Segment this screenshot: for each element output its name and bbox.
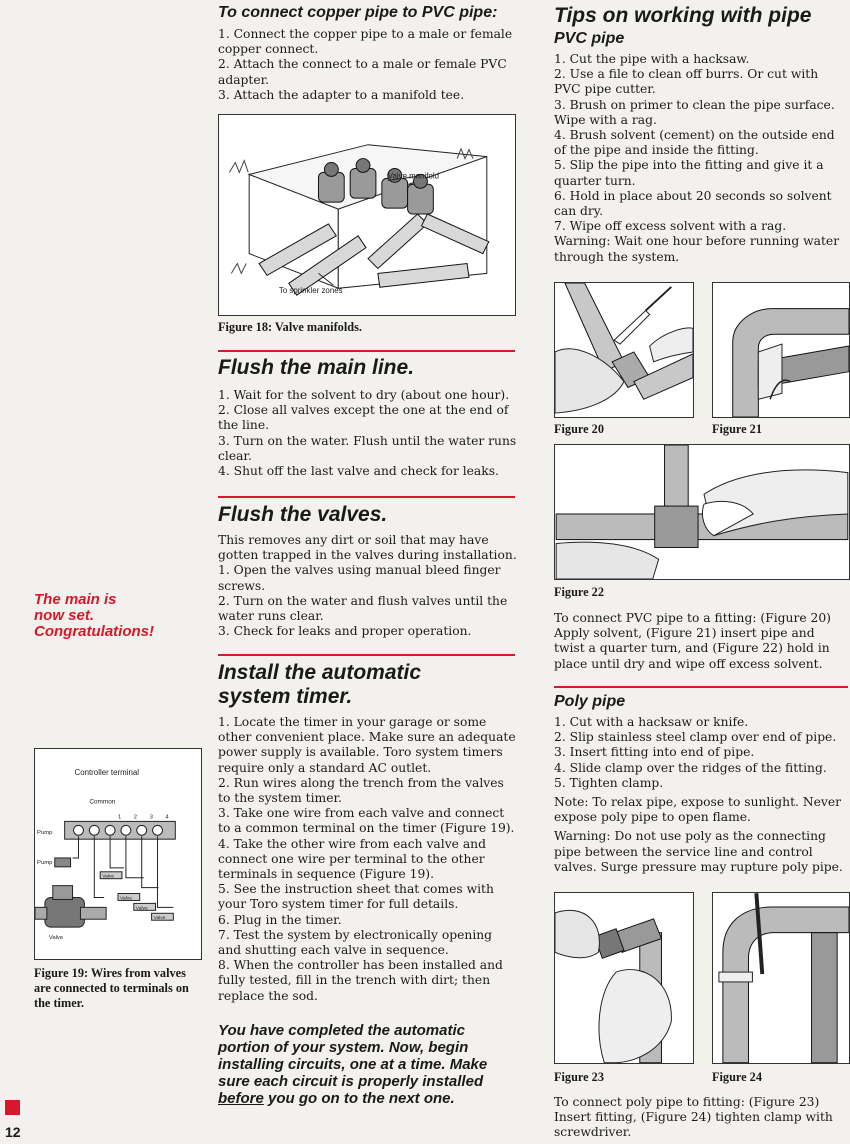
pvc-step: 5. Slip the pipe into the fitting and give it a quarter turn. bbox=[554, 158, 824, 188]
fig19-common-label: Common bbox=[89, 798, 116, 806]
pvc-step: 1. Cut the pipe with a hacksaw. bbox=[554, 52, 750, 66]
figure-23-caption: Figure 23 bbox=[554, 1070, 604, 1084]
pvc-step: 7. Wipe off excess solvent with a rag. bbox=[554, 219, 787, 234]
flush-valves-step: 2. Turn on the water and flush valves until the water runs clear. bbox=[218, 593, 508, 624]
pvc-connect-note: To connect PVC pipe to a fitting: (Figure 20) Apply solvent, (Figure 21) insert pipe and twist a quarter turn, and (Figure 22) hold in place until dry and wipe off excess solvent. bbox=[554, 611, 831, 671]
figure-19-wiring bbox=[34, 748, 202, 960]
page-marker bbox=[5, 1100, 20, 1115]
timer-step: 8. When the controller has been installed and fully tested, fill in the trench with dirt; then replace the sod. bbox=[218, 958, 503, 1003]
flush-valves-step: 3. Check for leaks and proper operation. bbox=[218, 624, 472, 639]
poly-connect-note: To connect poly pipe to fitting: (Figure 23) Insert fitting, (Figure 24) tighten clamp with screwdriver. bbox=[554, 1095, 833, 1140]
closing-message bbox=[218, 1022, 508, 1107]
flush-main-step: 2. Close all valves except the one at the end of the line. bbox=[218, 403, 509, 433]
pvc-step: 6. Hold in place about 20 seconds so solvent can dry. bbox=[554, 188, 832, 219]
fig19-number: 2 bbox=[133, 814, 138, 821]
sidenote bbox=[34, 592, 204, 640]
flush-valves-steps bbox=[218, 533, 518, 639]
fig18-manifold-label: Valve manifold bbox=[387, 171, 440, 181]
figure-23-insert-fitting bbox=[554, 892, 694, 1064]
copper-step: 1. Connect the copper pipe to a male or female copper connect. bbox=[218, 27, 513, 57]
timer-heading-line: Install the automatic bbox=[218, 661, 422, 684]
pvc-heading: PVC pipe bbox=[554, 30, 625, 47]
figure-24-tighten-clamp bbox=[712, 892, 850, 1064]
timer-steps bbox=[218, 715, 518, 1004]
pvc-step: 3. Brush on primer to clean the pipe surface. Wipe with a rag. bbox=[554, 97, 835, 127]
figure-20-caption: Figure 20 bbox=[554, 422, 604, 436]
pvc-step: 4. Brush solvent (cement) on the outside end of the pipe and inside the fitting. bbox=[554, 128, 835, 158]
flush-main-steps bbox=[218, 388, 518, 479]
copper-step: 3. Attach the adapter to a manifold tee. bbox=[218, 87, 465, 102]
closing-underlined-word: before bbox=[218, 1090, 264, 1107]
fig19-valve-tag: Valve bbox=[135, 906, 148, 912]
poly-step: 4. Slide clamp over the ridges of the fitting. bbox=[554, 760, 827, 775]
poly-step: 2. Slip stainless steel clamp over end of pipe. bbox=[554, 730, 837, 745]
poly-note: Note: To relax pipe, expose to sunlight. Never expose poly pipe to open flame. bbox=[554, 795, 841, 825]
figure-24-caption: Figure 24 bbox=[712, 1070, 762, 1084]
poly-step: 1. Cut with a hacksaw or knife. bbox=[554, 715, 749, 729]
figure-22-caption: Figure 22 bbox=[554, 585, 604, 599]
copper-heading: To connect copper pipe to PVC pipe: bbox=[218, 4, 498, 21]
figure-21-caption: Figure 21 bbox=[712, 422, 762, 436]
fig19-number: 4 bbox=[165, 814, 169, 821]
flush-main-step: 4. Shut off the last valve and check for leaks. bbox=[218, 464, 499, 479]
fig19-pump-label: Pump bbox=[36, 830, 53, 837]
sidenote-line: now set. bbox=[34, 607, 95, 624]
figure-18-caption: Figure 18: Valve manifolds. bbox=[218, 320, 362, 334]
poly-step: 3. Insert fitting into end of pipe. bbox=[554, 745, 755, 760]
figure-20-apply-solvent bbox=[554, 282, 694, 418]
fig19-valve-tag: Valve bbox=[153, 916, 166, 922]
fig19-valve-label: Valve bbox=[48, 934, 64, 941]
timer-step: 2. Run wires along the trench from the valves to the system timer. bbox=[218, 775, 504, 806]
section-divider bbox=[218, 496, 515, 498]
poly-heading: Poly pipe bbox=[554, 693, 626, 710]
pvc-warning: Warning: Wait one hour before running water through the system. bbox=[554, 234, 840, 264]
figure-21-insert-pipe bbox=[712, 282, 850, 418]
figure-19-caption: Figure 19: Wires from valves are connected to terminals on the timer. bbox=[34, 966, 189, 1010]
section-divider bbox=[554, 686, 848, 688]
fig19-terminal-label: Controller terminal bbox=[74, 767, 139, 777]
flush-main-step: 3. Turn on the water. Flush until the water runs clear. bbox=[218, 433, 517, 463]
copper-step: 2. Attach the connect to a male or female PVC adapter. bbox=[218, 57, 507, 87]
page-number: 12 bbox=[5, 1124, 21, 1140]
flush-main-heading: Flush the main line. bbox=[218, 356, 415, 379]
fig19-pump-label: Pump bbox=[36, 859, 53, 866]
timer-step: 6. Plug in the timer. bbox=[218, 912, 342, 927]
poly-warning: Warning: Do not use poly as the connecting pipe between the service line and control valves. Surge pressure may rupture poly pipe. bbox=[554, 829, 843, 874]
tips-heading: Tips on working with pipe bbox=[554, 4, 812, 27]
fig19-valve-tag: Valve bbox=[102, 874, 115, 880]
timer-step: 1. Locate the timer in your garage or some other convenient place. Make sure an adequate power supply is available. Toro system timers require only a standard AC outlet. bbox=[218, 715, 516, 775]
figure-22-hold-in-place bbox=[554, 444, 850, 580]
timer-heading-line: system timer. bbox=[218, 685, 353, 708]
closing-text-after: you go on to the next one. bbox=[263, 1090, 455, 1107]
fig19-number: 1 bbox=[118, 814, 122, 821]
poly-step: 5. Tighten clamp. bbox=[554, 775, 664, 790]
fig19-number: 3 bbox=[149, 814, 153, 821]
pvc-step: 2. Use a file to clean off burrs. Or cut with PVC pipe cutter. bbox=[554, 67, 819, 97]
section-divider bbox=[218, 654, 515, 656]
closing-text-before: You have completed the automatic portion of your system. Now, begin installing circuits, one at a time. Make sure each circuit is properly installed bbox=[218, 1022, 488, 1090]
flush-valves-step: 1. Open the valves using manual bleed finger screws. bbox=[218, 563, 501, 593]
flush-valves-step: This removes any dirt or soil that may have gotten trapped in the valves during installation. bbox=[218, 533, 517, 563]
timer-step: 3. Take one wire from each valve and connect to a common terminal on the timer (Figure 19). bbox=[218, 806, 515, 836]
pvc-steps bbox=[554, 52, 848, 265]
poly-steps bbox=[554, 715, 848, 875]
copper-steps bbox=[218, 27, 518, 103]
fig18-zones-label: To sprinkler zones bbox=[278, 286, 343, 296]
section-divider bbox=[218, 350, 515, 352]
timer-step: 5. See the instruction sheet that comes with your Toro system timer for full details. bbox=[218, 882, 494, 912]
flush-valves-heading: Flush the valves. bbox=[218, 503, 388, 526]
fig19-valve-tag: Valve bbox=[119, 896, 132, 902]
figure-18-valve-manifold bbox=[218, 114, 516, 316]
flush-main-step: 1. Wait for the solvent to dry (about one hour). bbox=[218, 388, 510, 402]
sidenote-line: Congratulations! bbox=[34, 623, 154, 640]
timer-heading bbox=[218, 661, 518, 709]
sidenote-line: The main is bbox=[34, 591, 117, 608]
timer-step: 7. Test the system by electronically opening and shutting each valve in sequence. bbox=[218, 927, 493, 958]
timer-step: 4. Take the other wire from each valve and connect one wire per terminal to the other terminals in sequence (Figure 19). bbox=[218, 836, 486, 882]
